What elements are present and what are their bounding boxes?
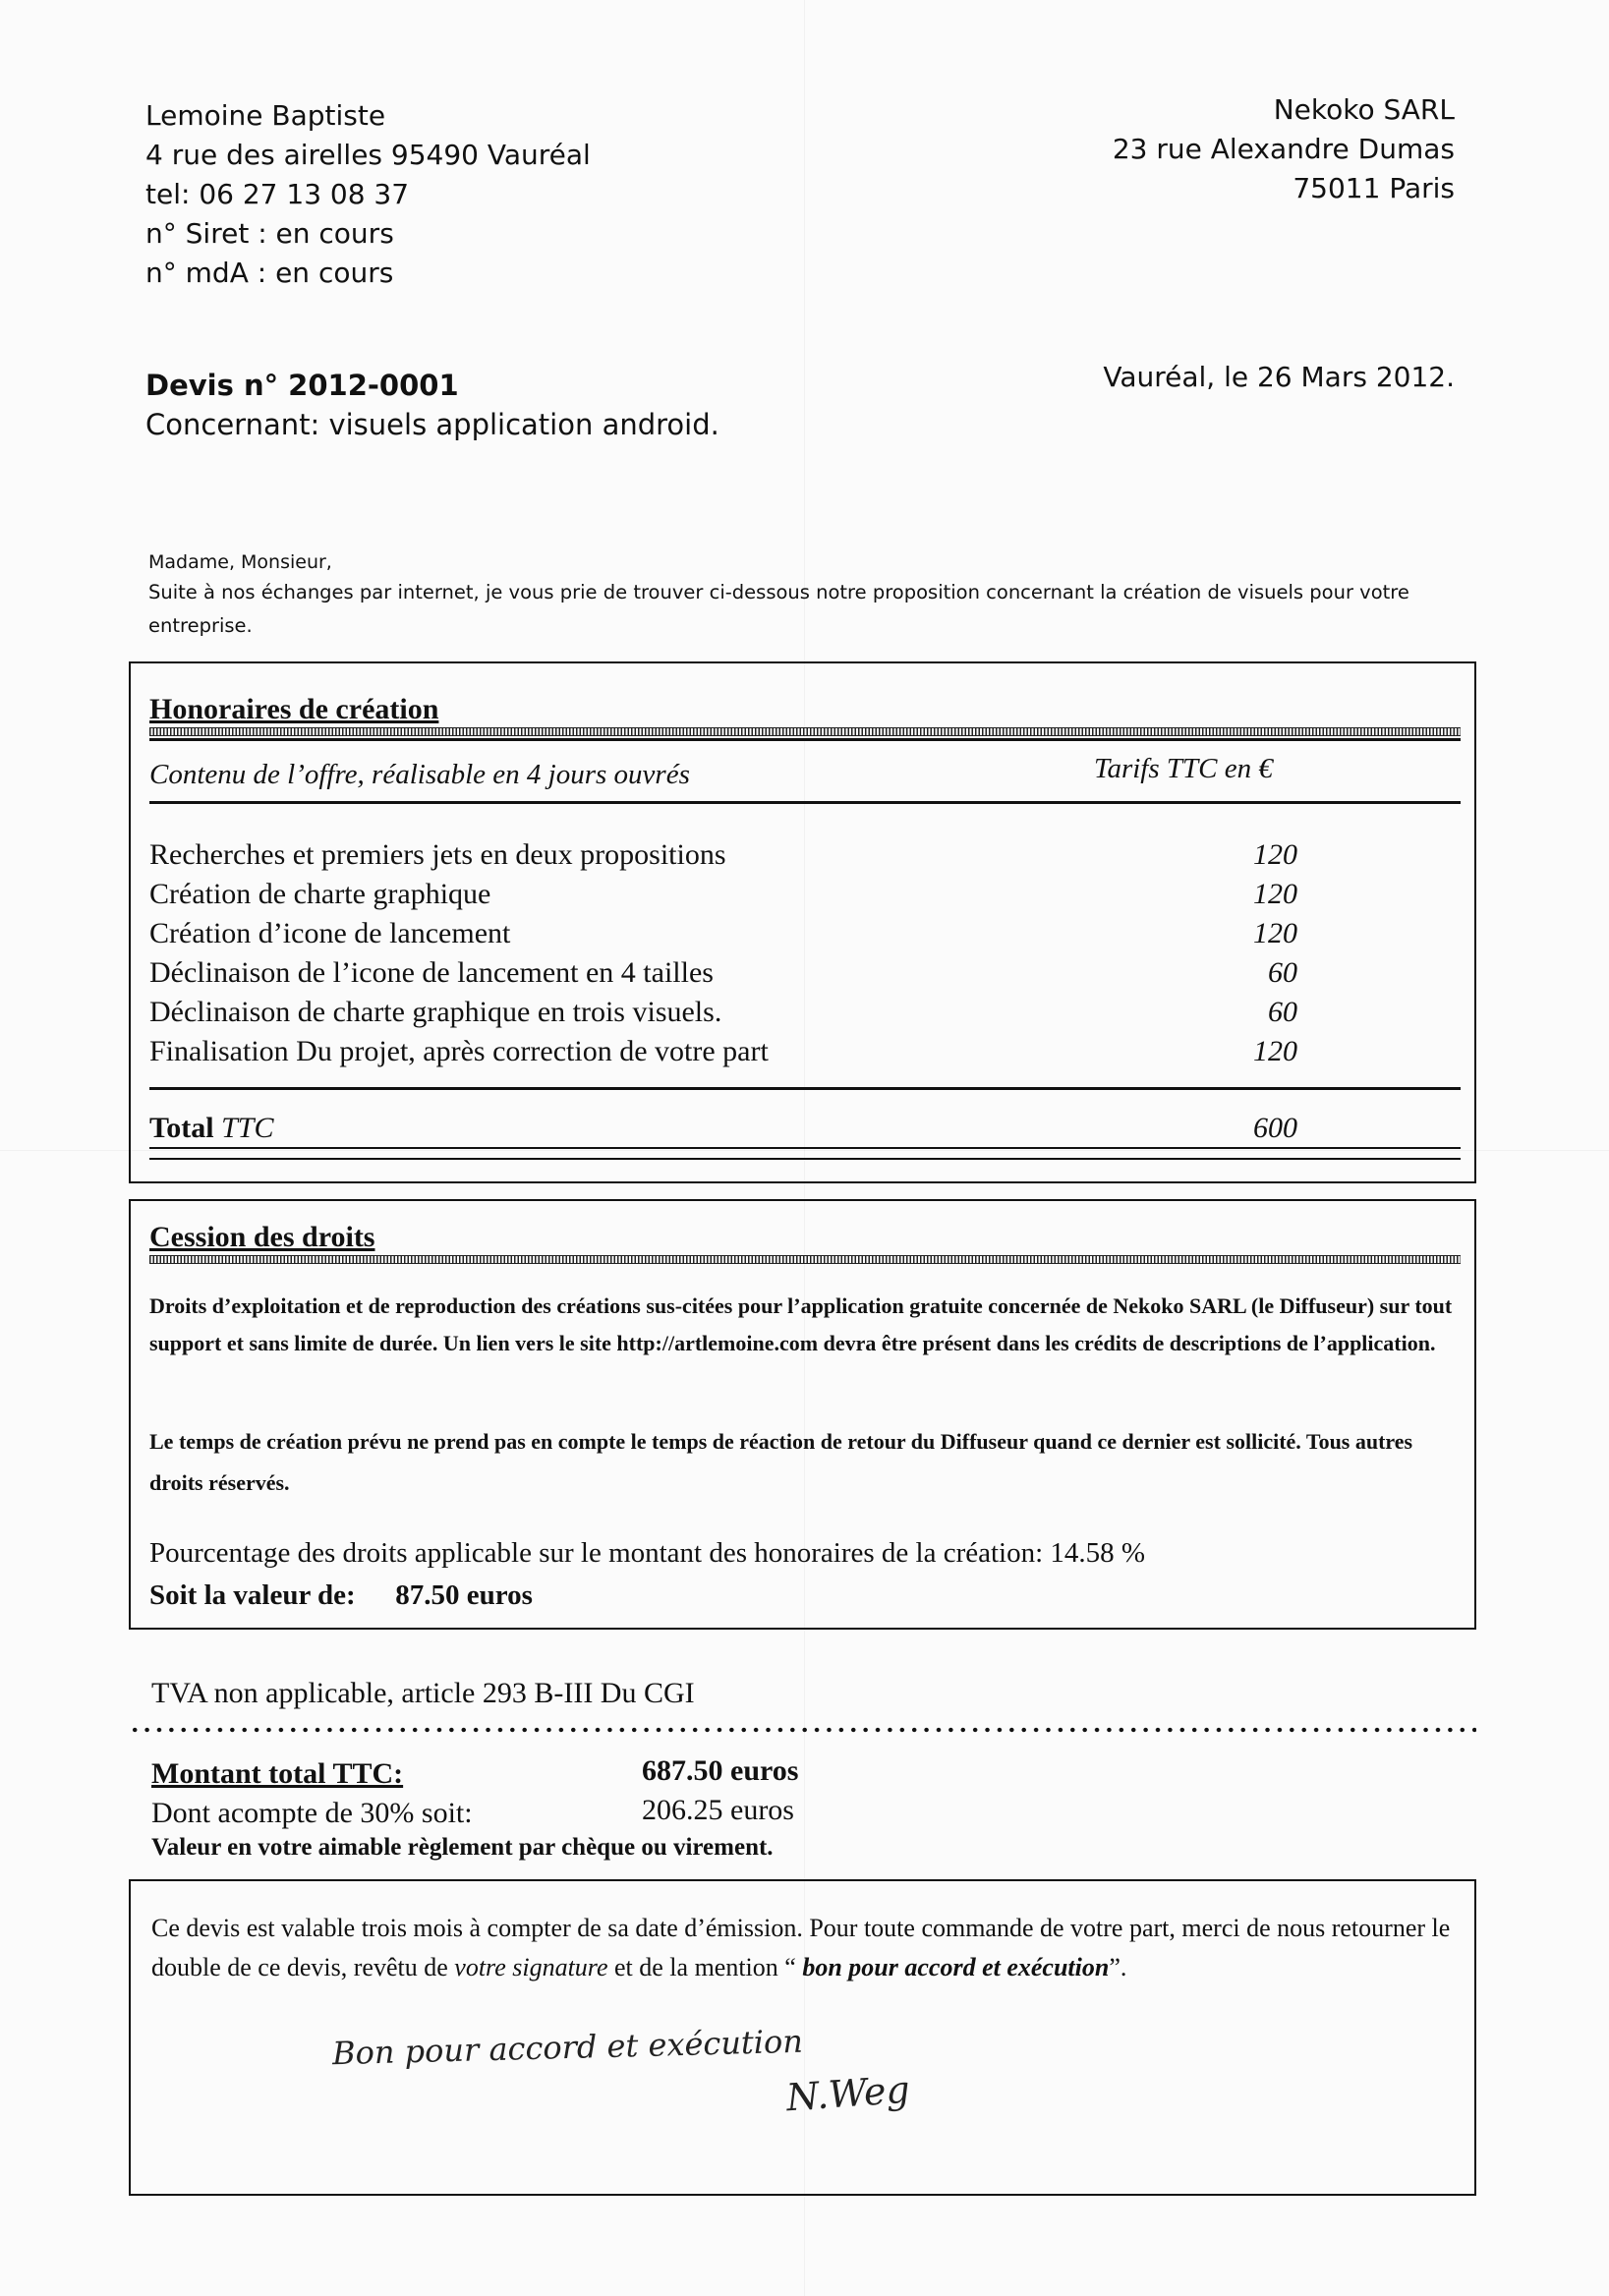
fee-price: 120 — [1253, 878, 1297, 910]
intro-text: Suite à nos échanges par internet, je vous prie de trouver ci-dessous notre proposition concernant la création de visuels pour votre entreprise. — [148, 581, 1409, 637]
fee-label: Déclinaison de charte graphique en trois visuels. — [149, 996, 722, 1028]
fee-price: 120 — [1253, 1035, 1297, 1067]
rights-value-label: Soit la valeur de: — [149, 1579, 356, 1611]
rights-value-line — [149, 1579, 533, 1612]
fees-title-hatch — [149, 727, 1461, 736]
fees-total-label — [149, 1109, 273, 1148]
fee-row — [149, 993, 1297, 1032]
recipient-city: 75011 Paris — [1293, 172, 1455, 204]
fees-total-underline-2 — [149, 1158, 1461, 1160]
greeting: Madame, Monsieur, — [148, 551, 332, 573]
fee-row — [149, 875, 1297, 914]
offer-price-header: Tarifs TTC en € — [1094, 753, 1273, 784]
offer-content-header: Contenu de l’offre, réalisable en 4 jours ouvrés — [149, 759, 690, 790]
rights-paragraph-1: Droits d’exploitation et de reproduction des créations sus-citées pour l’application gratuite concernée de Nekoko SARL (le Diffuseur) sur tout support et sans limite de durée. Un lien vers le site http://artlemoine.com devra être présent dans les crédits de descriptions de l’application. — [149, 1293, 1453, 1355]
fees-total-divider — [149, 1087, 1461, 1090]
quote-date: Vauréal, le 26 Mars 2012. — [1103, 361, 1455, 393]
quote-subject: Concernant: visuels application android. — [145, 408, 719, 441]
rights-paragraph-2: Le temps de création prévu ne prend pas en compte le temps de réaction de retour du Diffuseur quand ce dernier est sollicité. Tous autres droits réservés. — [149, 1429, 1413, 1495]
validity-text-part2: et de la mention “ — [607, 1953, 803, 1981]
fees-total-label-bold: Total — [149, 1112, 214, 1144]
fee-row — [149, 1032, 1297, 1071]
fees-total-underline — [149, 1147, 1461, 1149]
fee-row — [149, 835, 1297, 875]
fee-price: 60 — [1268, 956, 1297, 989]
sender-mda: n° mdA : en cours — [145, 257, 394, 289]
rights-value: 87.50 euros — [395, 1579, 533, 1611]
fees-total-row — [149, 1109, 1297, 1148]
payment-note: Valeur en votre aimable règlement par chèque ou virement. — [151, 1834, 774, 1861]
rights-title: Cession des droits — [149, 1221, 375, 1253]
recipient-name: Nekoko SARL — [1273, 93, 1455, 126]
grand-total-value: 687.50 euros — [642, 1754, 799, 1787]
fees-divider — [149, 738, 1461, 741]
tva-note: TVA non applicable, article 293 B-III Du CGI — [151, 1677, 695, 1709]
fees-title: Honoraires de création — [149, 693, 439, 725]
fee-row — [149, 914, 1297, 953]
validity-text-part1: Ce devis est valable trois mois à compter de sa date d’émission. Pour toute commande de votre part, merci de nous retourner le double de ce devis, revêtu de — [151, 1914, 1451, 1981]
fees-total-label-italic: TTC — [221, 1112, 274, 1144]
sender-block — [145, 96, 591, 293]
validity-text — [151, 1909, 1468, 1987]
dotted-separator — [129, 1727, 1476, 1733]
fee-price: 120 — [1253, 917, 1297, 949]
fee-label: Création de charte graphique — [149, 878, 491, 910]
sender-siret: n° Siret : en cours — [145, 217, 394, 250]
fees-total-value: 600 — [1253, 1112, 1297, 1144]
sender-address: 4 rue des airelles 95490 Vauréal — [145, 139, 591, 171]
grand-total-label: Montant total TTC: — [151, 1757, 404, 1790]
validity-text-part3: ”. — [1109, 1953, 1127, 1981]
fee-label: Recherches et premiers jets en deux propositions — [149, 838, 726, 871]
sender-name: Lemoine Baptiste — [145, 99, 386, 132]
rights-percentage: Pourcentage des droits applicable sur le montant des honoraires de la création: 14.58 % — [149, 1537, 1146, 1569]
fee-label: Déclinaison de l’icone de lancement en 4 tailles — [149, 956, 714, 989]
fee-price: 120 — [1253, 838, 1297, 871]
rights-title-hatch — [149, 1255, 1461, 1264]
deposit-value: 206.25 euros — [642, 1794, 794, 1826]
fee-row — [149, 953, 1297, 993]
sender-phone: tel: 06 27 13 08 37 — [145, 178, 410, 210]
offer-header-divider — [149, 801, 1461, 804]
fee-label: Finalisation Du projet, après correction de votre part — [149, 1035, 769, 1067]
deposit-label: Dont acompte de 30% soit: — [151, 1797, 473, 1829]
validity-signature-word: votre signature — [454, 1953, 608, 1981]
quote-number: Devis n° 2012-0001 — [145, 369, 459, 402]
validity-mention: bon pour accord et exécution — [802, 1953, 1110, 1981]
handwritten-signature: N.Weg — [784, 2067, 912, 2120]
recipient-block — [1113, 90, 1455, 208]
handwritten-approval: Bon pour accord et exécution — [331, 2022, 804, 2073]
recipient-street: 23 rue Alexandre Dumas — [1112, 133, 1455, 165]
fee-label: Création d’icone de lancement — [149, 917, 511, 949]
fee-price: 60 — [1268, 996, 1297, 1028]
